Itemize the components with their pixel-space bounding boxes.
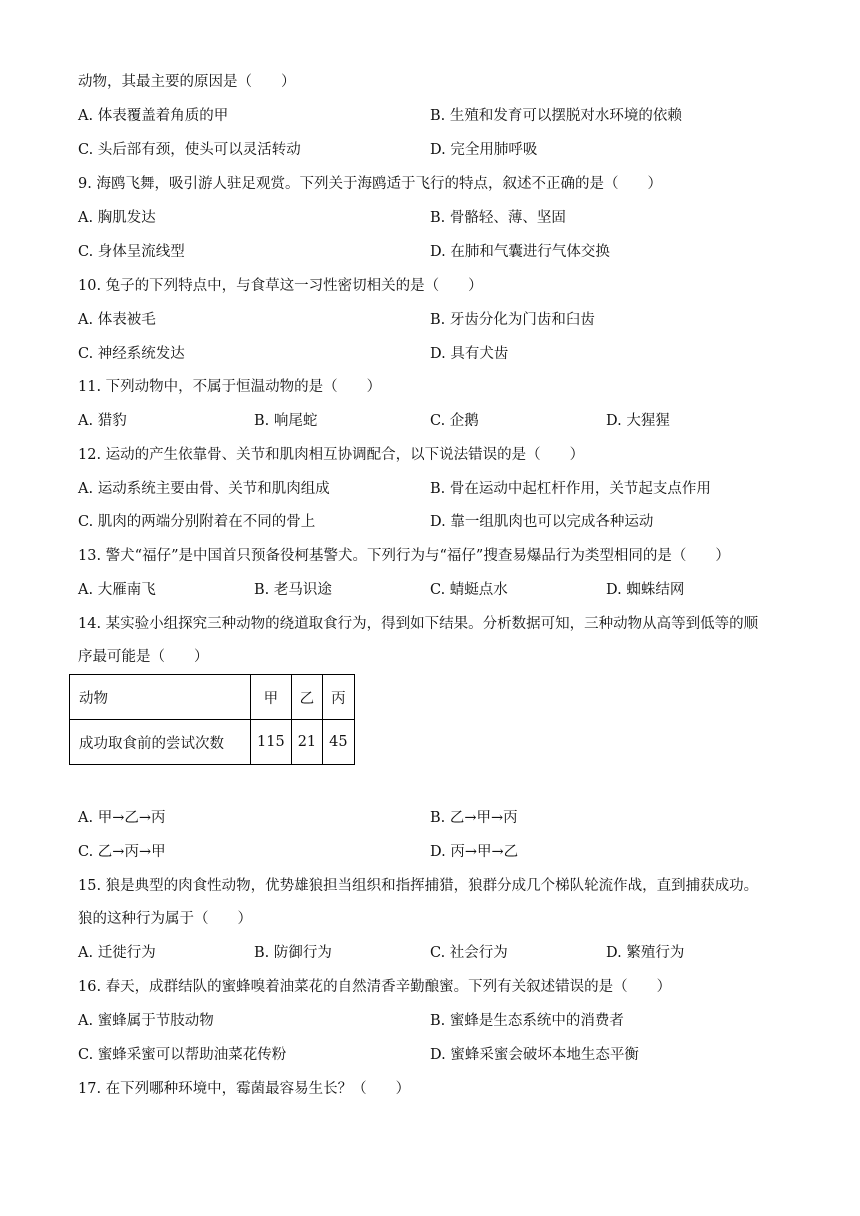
table-cell: 甲	[251, 675, 292, 720]
q10-option-d: D. 具有犬齿	[430, 346, 509, 362]
q9-option-b: B. 骨骼轻、薄、坚固	[430, 210, 566, 226]
table-cell: 动物	[70, 675, 251, 720]
q14-option-b: B. 乙→甲→丙	[430, 810, 518, 826]
q11-option-a: A. 猎豹	[78, 413, 127, 429]
q14-option-a: A. 甲→乙→丙	[78, 810, 166, 826]
table-cell: 成功取食前的尝试次数	[70, 720, 251, 765]
q15-stem-line2: 狼的这种行为属于（ ）	[78, 911, 252, 927]
q15-option-c: C. 社会行为	[430, 945, 508, 961]
table-row	[70, 720, 355, 765]
q13-option-d: D. 蜘蛛结网	[606, 582, 685, 598]
q9-option-c: C. 身体呈流线型	[78, 244, 185, 260]
q11-option-d: D. 大猩猩	[606, 413, 670, 429]
q9-stem: 9. 海鸥飞舞，吸引游人驻足观赏。下列关于海鸥适于飞行的特点，叙述不正确的是（ ）	[78, 176, 662, 192]
q14-option-c: C. 乙→丙→甲	[78, 844, 166, 860]
q16-stem: 16. 春天，成群结队的蜜蜂嗅着油菜花的自然清香辛勤酿蜜。下列有关叙述错误的是（ ）	[78, 979, 672, 995]
q10-option-b: B. 牙齿分化为门齿和臼齿	[430, 312, 595, 328]
q9-option-a: A. 胸肌发达	[78, 210, 156, 226]
table-cell: 21	[291, 720, 322, 765]
table-cell: 115	[251, 720, 292, 765]
q8-option-b: B. 生殖和发育可以摆脱对水环境的依赖	[430, 108, 682, 124]
q14-option-d: D. 丙→甲→乙	[430, 844, 519, 860]
q14-stem-line1: 14. 某实验小组探究三种动物的绕道取食行为，得到如下结果。分析数据可知，三种动物从高等到低等的顺	[78, 616, 759, 632]
q12-option-c: C. 肌肉的两端分别附着在不同的骨上	[78, 514, 316, 530]
q13-option-a: A. 大雁南飞	[78, 582, 156, 598]
q12-option-a: A. 运动系统主要由骨、关节和肌肉组成	[78, 481, 330, 497]
q15-option-d: D. 繁殖行为	[606, 945, 685, 961]
q16-option-d: D. 蜜蜂采蜜会破坏本地生态平衡	[430, 1047, 639, 1063]
q12-option-d: D. 靠一组肌肉也可以完成各种运动	[430, 514, 654, 530]
q11-stem: 11. 下列动物中，不属于恒温动物的是（ ）	[78, 379, 382, 395]
q8-option-c: C. 头后部有颈，使头可以灵活转动	[78, 142, 301, 158]
q11-option-b: B. 响尾蛇	[254, 413, 318, 429]
table-cell: 乙	[291, 675, 322, 720]
q16-option-a: A. 蜜蜂属于节肢动物	[78, 1013, 214, 1029]
q8-option-a: A. 体表覆盖着角质的甲	[78, 108, 229, 124]
q9-option-d: D. 在肺和气囊进行气体交换	[430, 244, 610, 260]
q12-stem: 12. 运动的产生依靠骨、关节和肌肉相互协调配合，以下说法错误的是（ ）	[78, 447, 585, 463]
q10-option-c: C. 神经系统发达	[78, 346, 185, 362]
q8-option-d: D. 完全用肺呼吸	[430, 142, 538, 158]
q15-stem-line1: 15. 狼是典型的肉食性动物，优势雄狼担当组织和指挥捕猎，狼群分成几个梯队轮流作战，直到捕获成功。	[78, 878, 759, 894]
q11-option-c: C. 企鹅	[430, 413, 479, 429]
q13-stem: 13. 警犬“福仔”是中国首只预备役柯基警犬。下列行为与“福仔”搜查易爆品行为类型相同的是（ ）	[78, 548, 730, 564]
q13-option-b: B. 老马识途	[254, 582, 332, 598]
q15-option-a: A. 迁徙行为	[78, 945, 156, 961]
q13-option-c: C. 蜻蜓点水	[430, 582, 508, 598]
q16-option-c: C. 蜜蜂采蜜可以帮助油菜花传粉	[78, 1047, 287, 1063]
table-cell: 丙	[323, 675, 354, 720]
q12-option-b: B. 骨在运动中起杠杆作用，关节起支点作用	[430, 481, 711, 497]
q10-option-a: A. 体表被毛	[78, 312, 156, 328]
table-header-row	[70, 675, 355, 720]
q8-stem-tail: 动物，其最主要的原因是（ ）	[78, 74, 296, 90]
q10-stem: 10. 兔子的下列特点中，与食草这一习性密切相关的是（ ）	[78, 278, 483, 294]
q17-stem: 17. 在下列哪种环境中，霉菌最容易生长？（ ）	[78, 1081, 411, 1097]
q14-stem-line2: 序最可能是（ ）	[78, 649, 209, 665]
table-cell: 45	[323, 720, 354, 765]
q14-data-table	[69, 674, 355, 765]
q15-option-b: B. 防御行为	[254, 945, 332, 961]
q16-option-b: B. 蜜蜂是生态系统中的消费者	[430, 1013, 624, 1029]
